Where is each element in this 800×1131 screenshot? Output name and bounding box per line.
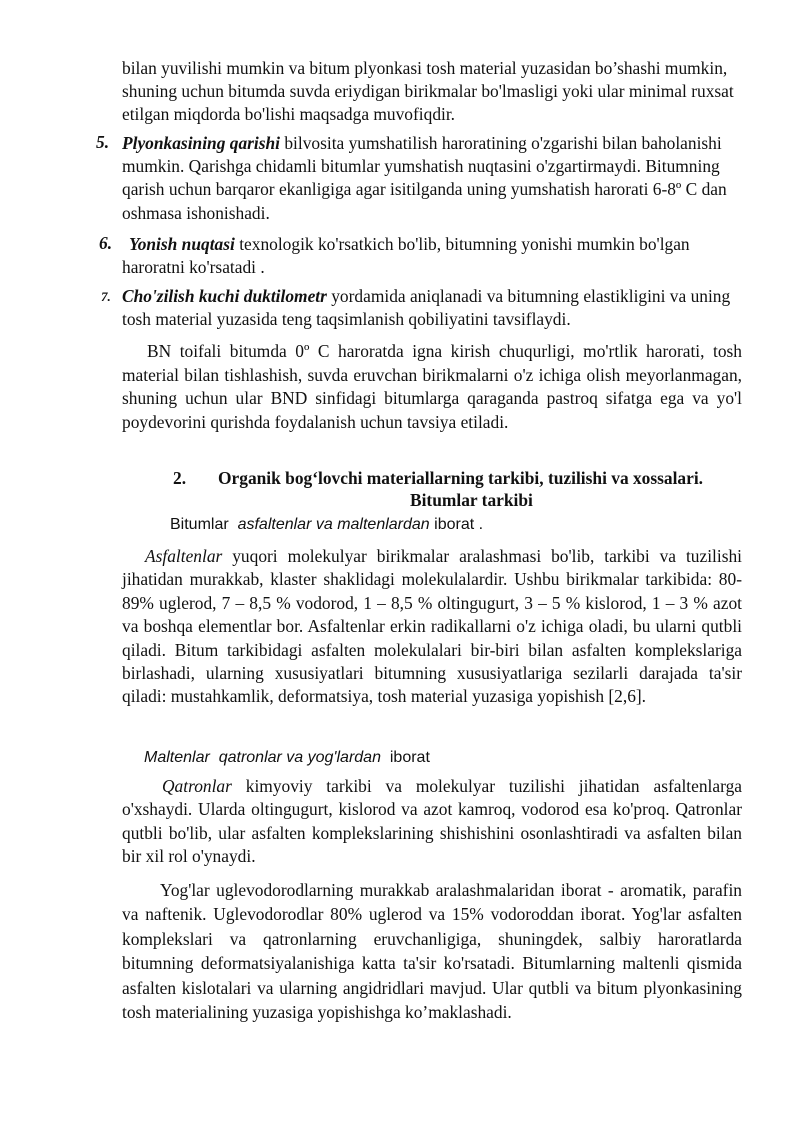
list-item-aging: Plyonkasining qarishi bilvosita yumshatilish haroratining o'zgarishi bilan baholanishi mumkin. Qarishga chidamli bitumlar yumshatish nuqtasini o'zgartirmaydi. Bitumning qarish uchun barqaror ekanligiga agar isitilganda uning yumshatish harorati 6-8º C dan oshmasa ishonishadi. bbox=[122, 133, 727, 223]
section-number: 2. bbox=[173, 468, 187, 488]
list-number-6: 6. bbox=[99, 233, 113, 253]
list-item-ductility: Cho'zilish kuchi duktilometr yordamida aniqlanadi va bitumning elastikligini va uning tosh material yuzasida teng taqsimlanish qobiliyatini tavsiflaydi. bbox=[122, 286, 731, 330]
list-number-7: 7. bbox=[101, 289, 111, 304]
term-resins: Qatronlar bbox=[162, 776, 232, 796]
list-number-5: 5. bbox=[96, 132, 110, 152]
section-subtitle: Bitumlar tarkibi bbox=[410, 490, 533, 510]
section-title: Organik bog‘lovchi materiallarning tarkibi, tuzilishi va xossalari. bbox=[218, 468, 704, 488]
term-asphaltenes: Asfaltenlar bbox=[145, 546, 223, 566]
term-aging: Plyonkasining qarishi bbox=[122, 133, 281, 153]
term-ductility: Cho'zilish kuchi duktilometr bbox=[122, 286, 327, 306]
paragraph-resins: Qatronlar kimyoviy tarkibi va molekulyar tuzilishi jihatidan asfaltenlarga o'xshaydi. Ularda oltingugurt, kislorod va azot kamroq, vodorod esa ko'proq. Qatronlar qutbli bo'lib, ular asfalten komplekslarining shishishini osonlashtiradi va asfalten bilan bir xil rol o'ynaydi. bbox=[122, 776, 742, 867]
paragraph-oils: Yog'lar uglevodorodlarning murakkab aralashmalaridan iborat - aromatik, parafin va naftenik. Uglevodorodlar 80% uglerod va 15% vodoroddan iborat. Yog'lar asfalten komplekslari va qatronlarning eruvchanligiga, shuningdek, salbiy haroratlarda bitumning deformatsiyalanishiga katta ta'sir ko'rsatadi. Bitumlarning maltenli qismida asfalten kislotalari va ularning angidridlari mavjud. Ular qutbli va bitum plyonkasining tosh materialining yuzasiga yopishishga ko’maklashadi. bbox=[122, 880, 742, 1023]
paragraph-asphaltenes: Asfaltenlar yuqori molekulyar birikmalar aralashmasi bo'lib, tarkibi va tuzilishi jihatidan murakkab, klaster shaklidagi molekulalardir. Ushbu birikmalar tarkibida: 80-89% uglerod, 7 – 8,5 % vodorod, 1 – 8,5 % oltingugurt, 3 – 5 % kislorod, 1 – 3 % azot va boshqa elementlar bor. Asfaltenlar erkin radikallarni o'z ichiga oladi, bu ularni qutbli qiladi. Bitum tarkibidagi asfalten molekulalari bir-biri bilan asfalten komplekslariga birlashadi, ularning xususiyatlari bitumning xususiyatlariga sezilarli darajada ta'sir qiladi: mustahkamlik, deformatsiya, tosh material yuzasiga yopishish [2,6]. bbox=[122, 546, 742, 707]
list-item-flash-point: Yonish nuqtasi texnologik ko'rsatkich bo'lib, bitumning yonishi mumkin bo'lgan haroratni ko'rsatadi . bbox=[122, 234, 690, 278]
paragraph-continuation: bilan yuvilishi mumkin va bitum plyonkasi tosh material yuzasidan bo’shashi mumkin, shuning uchun bitumda suvda eriydigan birikmalar bo'lmasligi yoki ular minimal ruxsat etilgan miqdorda bo'lishi maqsadga muvofiqdir. bbox=[122, 58, 734, 125]
maltenlar-composition-line: Maltenlar qatronlar va yog'lardan iborat bbox=[144, 749, 430, 766]
bitumlar-composition-line: Bitumlar asfaltenlar va maltenlardan iborat . bbox=[170, 516, 484, 533]
paragraph-bn-grade: BN toifali bitumda 0º C haroratda igna kirish chuqurligi, mo'rtlik harorati, tosh material bilan tishlashish, suvda eruvchan birikmalarni o'z ichiga olish meyorlanmagan, shuning uchun ular BND sinfidagi bitumlarga qaraganda pastroq sifatga ega va yo'l poydevorini qurishda foydalanish uchun tavsiya etiladi. bbox=[122, 341, 742, 432]
term-flash-point: Yonish nuqtasi bbox=[129, 234, 235, 254]
